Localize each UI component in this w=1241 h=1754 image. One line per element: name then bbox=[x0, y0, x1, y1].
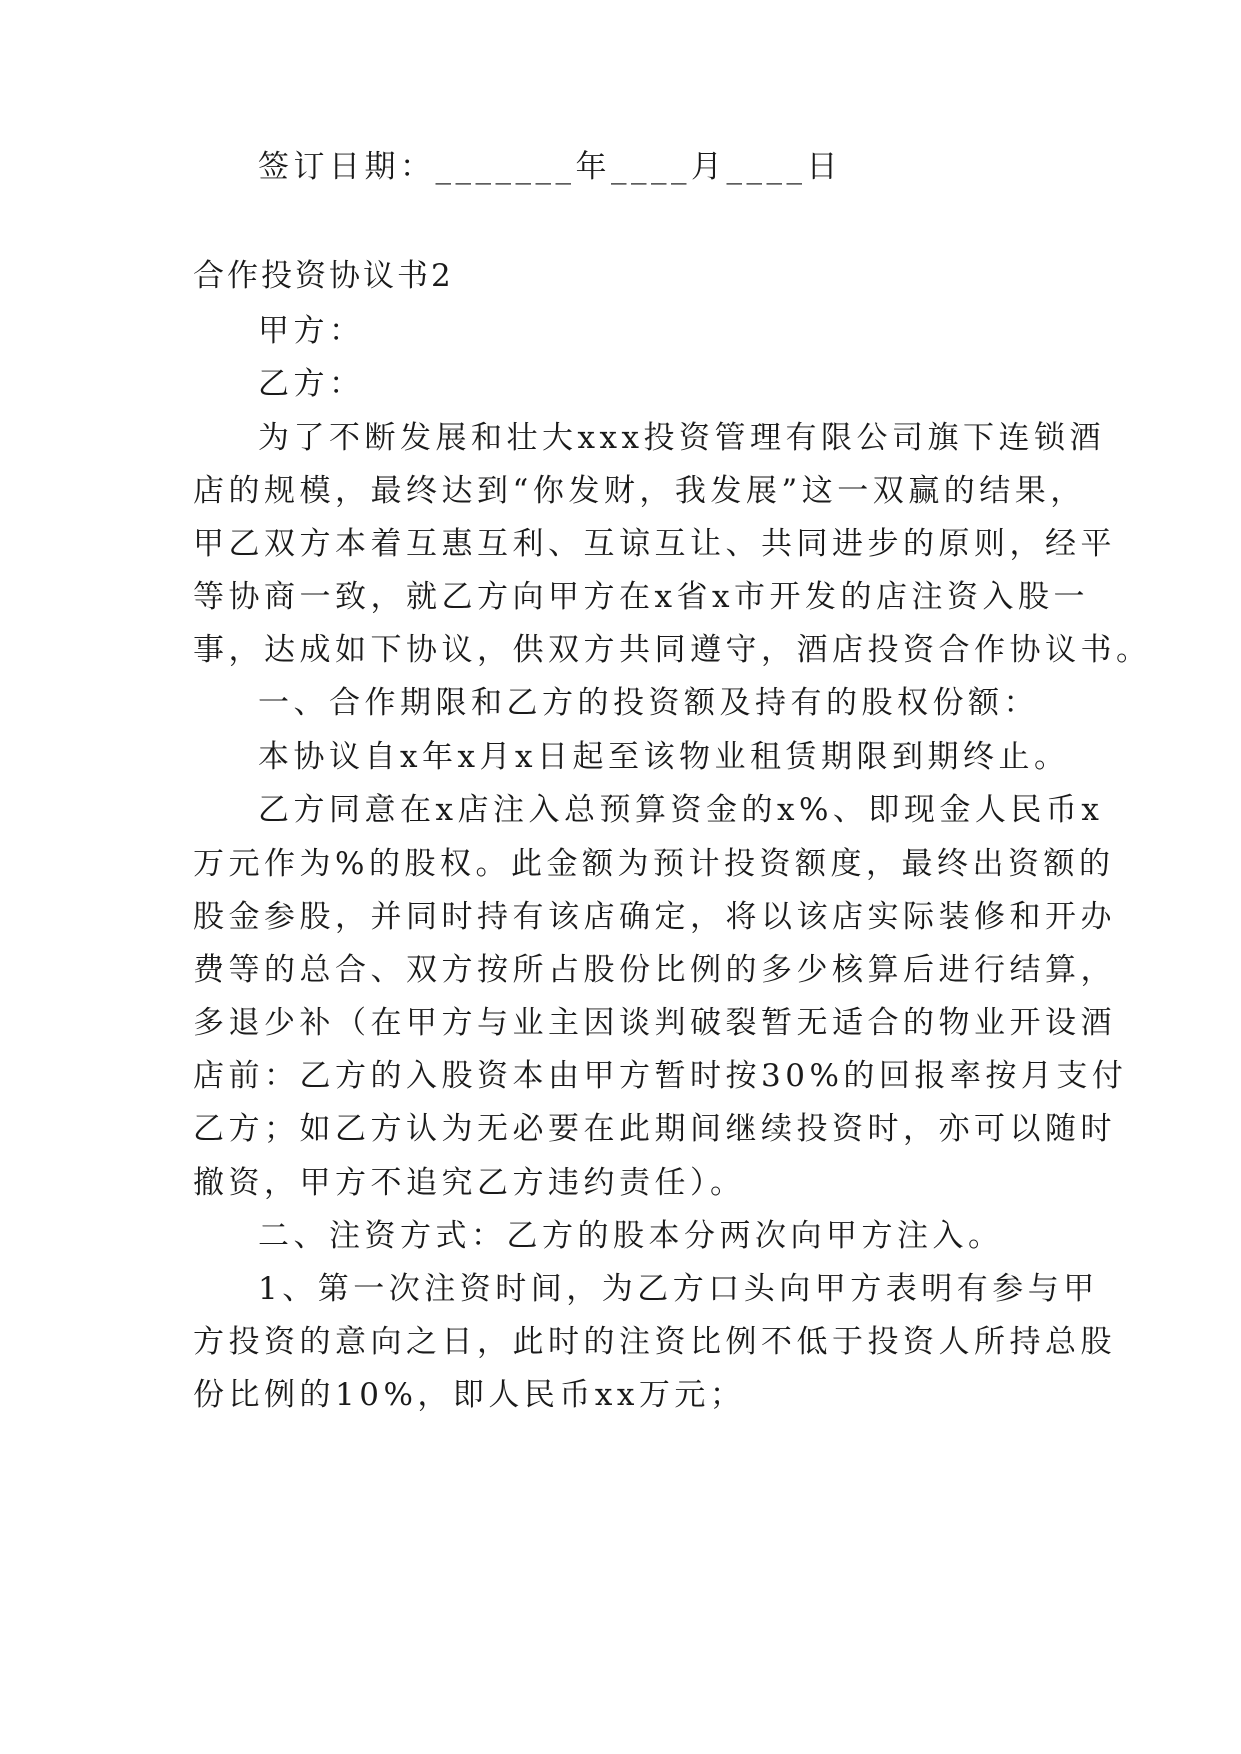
paragraph-line: 店前：乙方的入股资本由甲方暂时按30%的回报率按月支付 bbox=[193, 1058, 1128, 1094]
paragraph-line: 甲乙双方本着互惠互利、互谅互让、共同进步的原则，经平 bbox=[193, 526, 1116, 562]
section-heading-1: 一、合作期限和乙方的投资额及持有的股权份额： bbox=[258, 685, 1039, 721]
paragraph-line: 1、第一次注资时间，为乙方口头向甲方表明有参与甲 bbox=[258, 1271, 1099, 1307]
paragraph-line: 份比例的10%，即人民币xx万元； bbox=[193, 1377, 746, 1413]
paragraph-line: 等协商一致，就乙方向甲方在x省x市开发的店注资入股一 bbox=[193, 579, 1089, 615]
document-title: 合作投资协议书2 bbox=[193, 258, 454, 294]
paragraph-line: 多退少补（在甲方与业主因谈判破裂暂无适合的物业开设酒 bbox=[193, 1005, 1116, 1041]
party-a-line: 甲方： bbox=[258, 313, 365, 349]
section-heading-2: 二、注资方式：乙方的股本分两次向甲方注入。 bbox=[258, 1218, 1004, 1254]
paragraph-line: 万元作为%的股权。此金额为预计投资额度，最终出资额的 bbox=[193, 846, 1115, 882]
paragraph-line: 股金参股，并同时持有该店确定，将以该店实际装修和开办 bbox=[193, 899, 1116, 935]
paragraph-line: 店的规模，最终达到“你发财，我发展”这一双赢的结果， bbox=[193, 473, 1086, 509]
sign-date-line: 签订日期：_______年____月____日 bbox=[258, 149, 842, 185]
paragraph-line: 事，达成如下协议，供双方共同遵守，酒店投资合作协议书。 bbox=[193, 632, 1152, 668]
party-b-line: 乙方： bbox=[258, 366, 365, 402]
paragraph-line: 乙方；如乙方认为无必要在此期间继续投资时，亦可以随时 bbox=[193, 1111, 1116, 1147]
paragraph-line: 为了不断发展和壮大xxx投资管理有限公司旗下连锁酒 bbox=[258, 420, 1105, 456]
paragraph-line: 费等的总合、双方按所占股份比例的多少核算后进行结算， bbox=[193, 952, 1116, 988]
paragraph-line: 撤资，甲方不追究乙方违约责任）。 bbox=[193, 1165, 746, 1201]
paragraph-line: 乙方同意在x店注入总预算资金的x%、即现金人民币x bbox=[258, 792, 1104, 828]
paragraph-line: 本协议自x年x月x日起至该物业租赁期限到期终止。 bbox=[258, 739, 1070, 775]
paragraph-line: 方投资的意向之日，此时的注资比例不低于投资人所持总股 bbox=[193, 1324, 1116, 1360]
